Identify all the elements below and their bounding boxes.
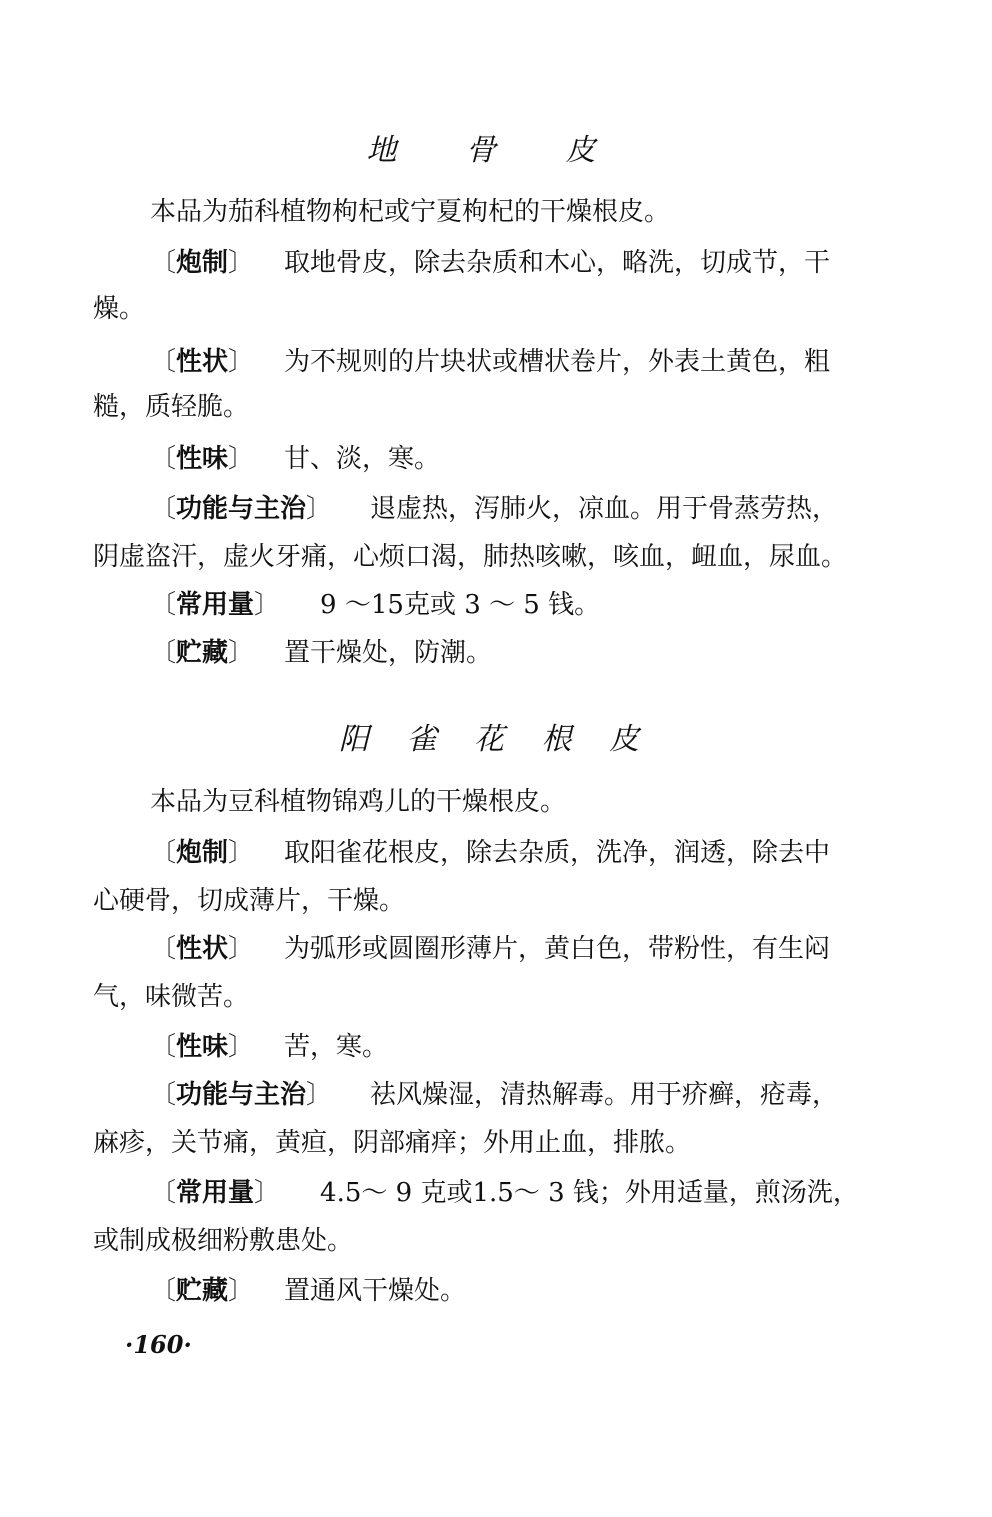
gongneng-line: 〔功能与主治〕 退虚热，泻肺火，凉血。用于骨蒸劳热，	[150, 494, 839, 524]
zhucang-label: 贮藏	[176, 1276, 229, 1306]
yongliang-line-cont	[93, 1224, 353, 1258]
paozhi-line-cont	[93, 884, 405, 918]
paozhi-label: 炮制	[176, 248, 229, 278]
xingzhuang-text: 为不规则的片块状或槽状卷片，外表土黄色，粗	[284, 347, 831, 377]
section-title-text: 阳 雀 花 根 皮	[338, 722, 654, 757]
gongneng-text-cont: 麻疹，关节痛，黄疸，阴部痛痒；外用止血，排脓。	[93, 1128, 692, 1158]
xingzhuang-text-cont: 气，味微苦。	[93, 982, 250, 1012]
zhucang-line: 〔贮藏〕 置通风干燥处。	[150, 1276, 467, 1306]
zhucang-text: 置通风干燥处。	[284, 1276, 467, 1306]
yongliang-text: 9 ～15克或 3 ～ 5 钱。	[320, 590, 601, 620]
intro-text: 本品为豆科植物锦鸡儿的干燥根皮。	[150, 787, 567, 817]
gongneng-text: 退虚热，泻肺火，凉血。用于骨蒸劳热，	[370, 494, 839, 524]
yongliang-line: 〔常用量〕 9 ～15克或 3 ～ 5 钱。	[150, 590, 601, 620]
zhucang-line: 〔贮藏〕 置干燥处，防潮。	[150, 638, 493, 668]
xingzhuang-line: 〔性状〕 为不规则的片块状或槽状卷片，外表土黄色，粗	[150, 347, 831, 377]
xingwei-line: 〔性味〕 苦，寒。	[150, 1032, 389, 1062]
xingzhuang-label: 性状	[176, 347, 229, 377]
gongneng-label: 功能与主治	[176, 494, 307, 524]
paozhi-text-cont: 燥。	[93, 294, 146, 324]
xingwei-label: 性味	[176, 1032, 229, 1062]
yongliang-text: 4.5～ 9 克或1.5～ 3 钱；外用适量，煎汤洗，	[320, 1178, 859, 1208]
xingzhuang-label: 性状	[176, 934, 229, 964]
paozhi-text-cont: 心硬骨，切成薄片，干燥。	[93, 886, 406, 916]
intro-line	[150, 195, 670, 229]
intro-line	[150, 785, 566, 819]
xingwei-label: 性味	[176, 444, 229, 474]
paozhi-line: 〔炮制〕 取阳雀花根皮，除去杂质，洗净，润透，除去中	[150, 838, 831, 868]
yongliang-label: 常用量	[176, 590, 255, 620]
section-title-yangquehuagenpi	[0, 714, 992, 758]
xingwei-line: 〔性味〕 甘、淡，寒。	[150, 444, 441, 474]
paozhi-line: 〔炮制〕 取地骨皮，除去杂质和木心，略洗，切成节，干	[150, 248, 831, 278]
zhucang-label: 贮藏	[176, 638, 229, 668]
xingzhuang-line: 〔性状〕 为弧形或圆圈形薄片，黄白色，带粉性，有生闷	[150, 934, 831, 964]
paozhi-label: 炮制	[176, 838, 229, 868]
gongneng-text-cont: 阴虚盗汗，虚火牙痛，心烦口渴，肺热咳嗽，咳血，衄血，尿血。	[93, 542, 848, 572]
zhucang-text: 置干燥处，防潮。	[284, 638, 493, 668]
gongneng-line: 〔功能与主治〕 祛风燥湿，清热解毒。用于疥癣，疮毒，	[150, 1080, 839, 1110]
gongneng-line-cont	[93, 540, 847, 574]
xingwei-text: 甘、淡，寒。	[284, 444, 441, 474]
gongneng-line-cont	[93, 1126, 691, 1160]
xingzhuang-line-cont	[93, 980, 249, 1014]
intro-text: 本品为茄科植物枸杞或宁夏枸杞的干燥根皮。	[150, 197, 671, 227]
gongneng-label: 功能与主治	[176, 1080, 307, 1110]
paozhi-text: 取地骨皮，除去杂质和木心，略洗，切成节，干	[284, 248, 831, 278]
xingwei-text: 苦，寒。	[284, 1032, 389, 1062]
page-number: ·160·	[125, 1330, 192, 1359]
xingzhuang-text: 为弧形或圆圈形薄片，黄白色，带粉性，有生闷	[284, 934, 831, 964]
paozhi-text: 取阳雀花根皮，除去杂质，洗净，润透，除去中	[284, 838, 831, 868]
xingzhuang-line-cont	[93, 390, 249, 424]
section-title-digupi	[0, 125, 992, 169]
paozhi-line-cont	[93, 292, 145, 326]
section-title-text: 地 骨 皮	[366, 133, 626, 168]
yongliang-label: 常用量	[176, 1178, 255, 1208]
yongliang-text-cont: 或制成极细粉敷患处。	[93, 1226, 354, 1256]
yongliang-line: 〔常用量〕 4.5～ 9 克或1.5～ 3 钱；外用适量，煎汤洗，	[150, 1178, 859, 1208]
gongneng-text: 祛风燥湿，清热解毒。用于疥癣，疮毒，	[370, 1080, 839, 1110]
xingzhuang-text-cont: 糙，质轻脆。	[93, 392, 250, 422]
